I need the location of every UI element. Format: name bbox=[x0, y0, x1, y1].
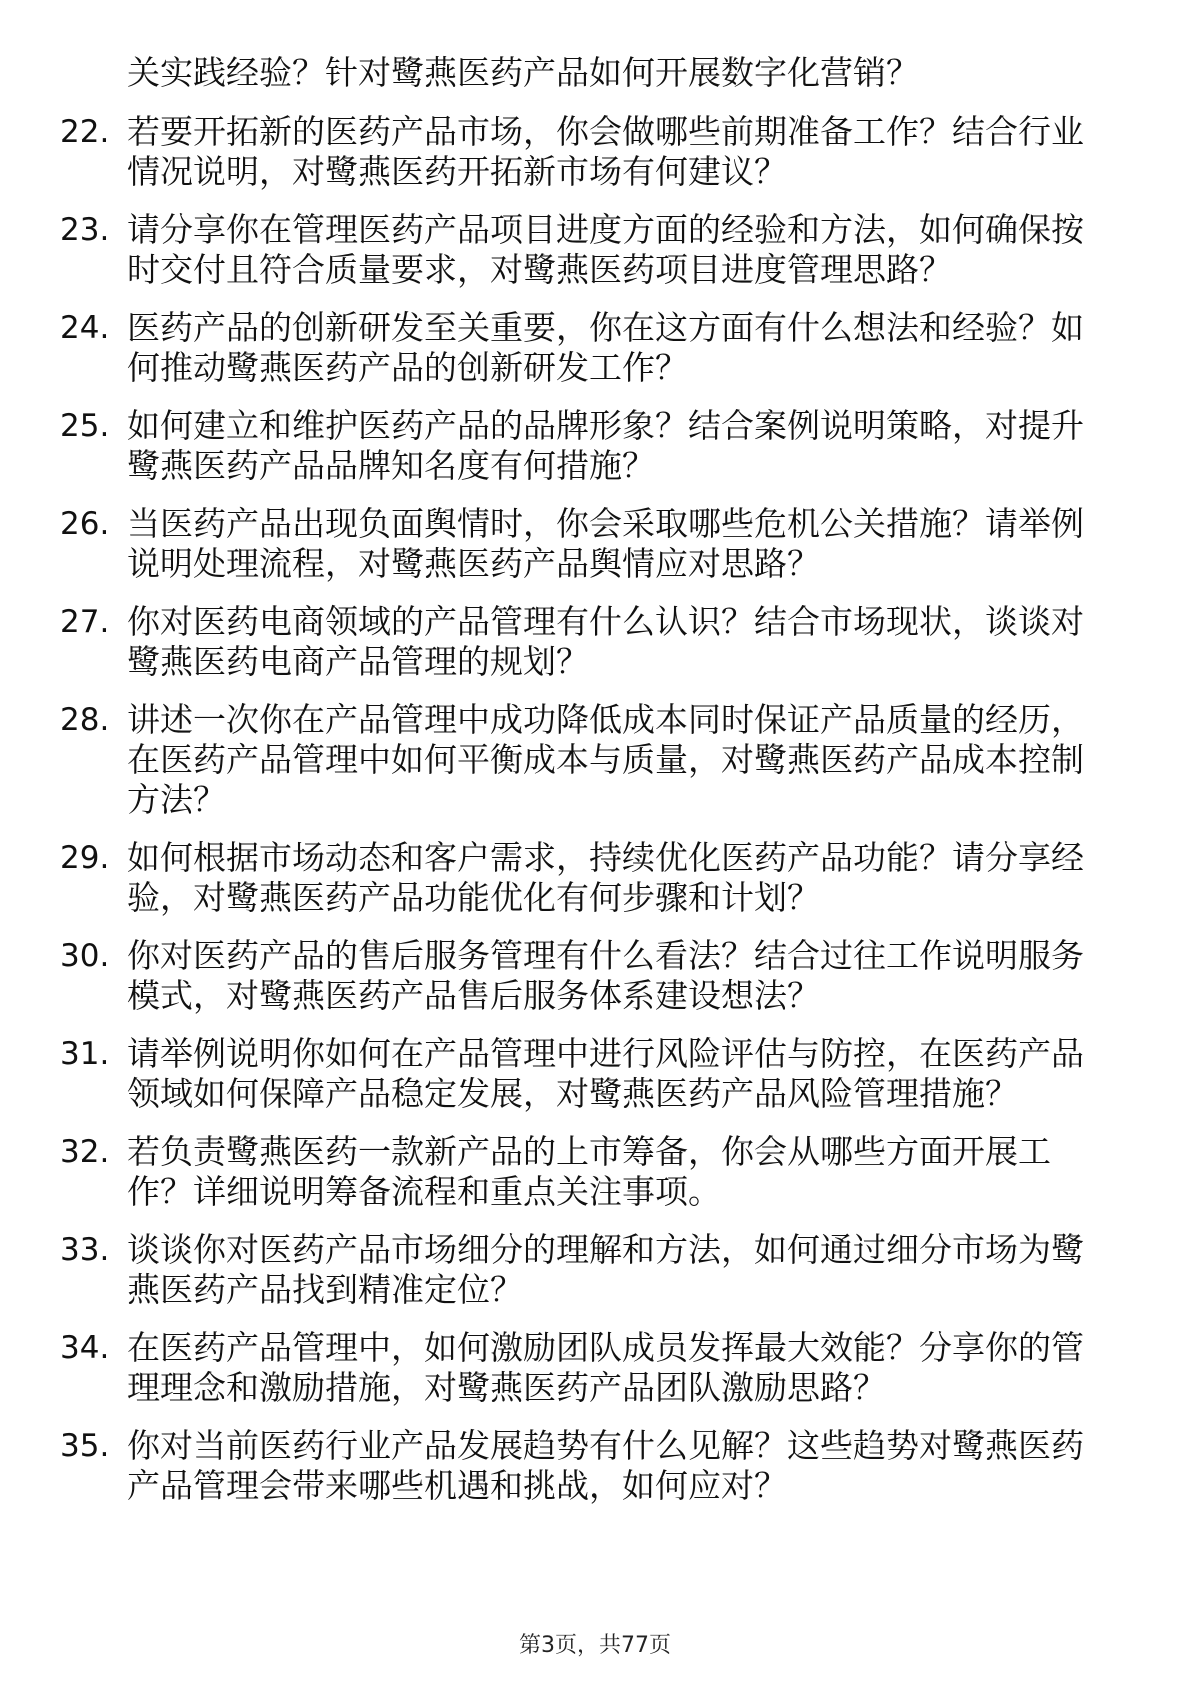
list-item bbox=[0, 112, 1190, 192]
continuation-text: 关实践经验？针对鹭燕医药产品如何开展数字化营销？ bbox=[127, 53, 919, 92]
question-text: 当医药产品出现负面舆情时，你会采取哪些危机公关措施？请举例说明处理流程，对鹭燕医药产品舆情应对思路？ bbox=[127, 504, 1084, 583]
list-item bbox=[0, 308, 1190, 388]
question-text: 在医药产品管理中，如何激励团队成员发挥最大效能？分享你的管理理念和激励措施，对鹭燕医药产品团队激励思路？ bbox=[127, 1328, 1084, 1407]
question-number: 27. bbox=[60, 604, 110, 640]
question-number: 24. bbox=[60, 310, 110, 346]
question-number: 22. bbox=[60, 114, 110, 150]
question-number: 23. bbox=[60, 212, 110, 248]
question-list bbox=[0, 112, 1190, 1506]
question-text: 你对医药产品的售后服务管理有什么看法？结合过往工作说明服务模式，对鹭燕医药产品售后服务体系建设想法？ bbox=[127, 936, 1084, 1015]
list-item bbox=[0, 936, 1190, 1016]
question-number: 28. bbox=[60, 702, 110, 738]
question-number: 30. bbox=[60, 938, 110, 974]
list-item bbox=[0, 504, 1190, 584]
question-text: 谈谈你对医药产品市场细分的理解和方法，如何通过细分市场为鹭燕医药产品找到精准定位？ bbox=[127, 1230, 1084, 1309]
list-item bbox=[0, 1034, 1190, 1114]
question-text: 若负责鹭燕医药一款新产品的上市筹备，你会从哪些方面开展工作？详细说明筹备流程和重点关注事项。 bbox=[127, 1132, 1051, 1211]
question-text: 讲述一次你在产品管理中成功降低成本同时保证产品质量的经历，在医药产品管理中如何平衡成本与质量，对鹭燕医药产品成本控制方法？ bbox=[127, 700, 1084, 819]
question-text: 你对当前医药行业产品发展趋势有什么见解？这些趋势对鹭燕医药产品管理会带来哪些机遇和挑战，如何应对？ bbox=[127, 1426, 1084, 1505]
page-footer: 第3页，共77页 bbox=[519, 1633, 671, 1658]
question-text: 如何建立和维护医药产品的品牌形象？结合案例说明策略，对提升鹭燕医药产品品牌知名度有何措施？ bbox=[127, 406, 1084, 485]
question-number: 26. bbox=[60, 506, 110, 542]
question-text: 医药产品的创新研发至关重要，你在这方面有什么想法和经验？如何推动鹭燕医药产品的创新研发工作？ bbox=[127, 308, 1084, 387]
question-text: 请分享你在管理医药产品项目进度方面的经验和方法，如何确保按时交付且符合质量要求，对鹭燕医药项目进度管理思路？ bbox=[127, 210, 1084, 289]
question-number: 25. bbox=[60, 408, 110, 444]
list-item bbox=[0, 1230, 1190, 1310]
list-item bbox=[0, 1426, 1190, 1506]
list-item bbox=[0, 406, 1190, 486]
question-text: 如何根据市场动态和客户需求，持续优化医药产品功能？请分享经验，对鹭燕医药产品功能优化有何步骤和计划？ bbox=[127, 838, 1084, 917]
question-number: 35. bbox=[60, 1428, 110, 1464]
list-item bbox=[0, 602, 1190, 682]
list-item bbox=[0, 838, 1190, 918]
question-number: 33. bbox=[60, 1232, 110, 1268]
question-number: 31. bbox=[60, 1036, 110, 1072]
question-text: 若要开拓新的医药产品市场，你会做哪些前期准备工作？结合行业情况说明，对鹭燕医药开拓新市场有何建议？ bbox=[127, 112, 1084, 191]
list-item bbox=[0, 700, 1190, 820]
list-item bbox=[0, 210, 1190, 290]
question-text: 你对医药电商领域的产品管理有什么认识？结合市场现状，谈谈对鹭燕医药电商产品管理的规划？ bbox=[127, 602, 1084, 681]
list-item bbox=[0, 1328, 1190, 1408]
question-text: 请举例说明你如何在产品管理中进行风险评估与防控，在医药产品领域如何保障产品稳定发展，对鹭燕医药产品风险管理措施？ bbox=[127, 1034, 1084, 1113]
question-number: 34. bbox=[60, 1330, 110, 1366]
question-number: 29. bbox=[60, 840, 110, 876]
question-number: 32. bbox=[60, 1134, 110, 1170]
list-item bbox=[0, 1132, 1190, 1212]
